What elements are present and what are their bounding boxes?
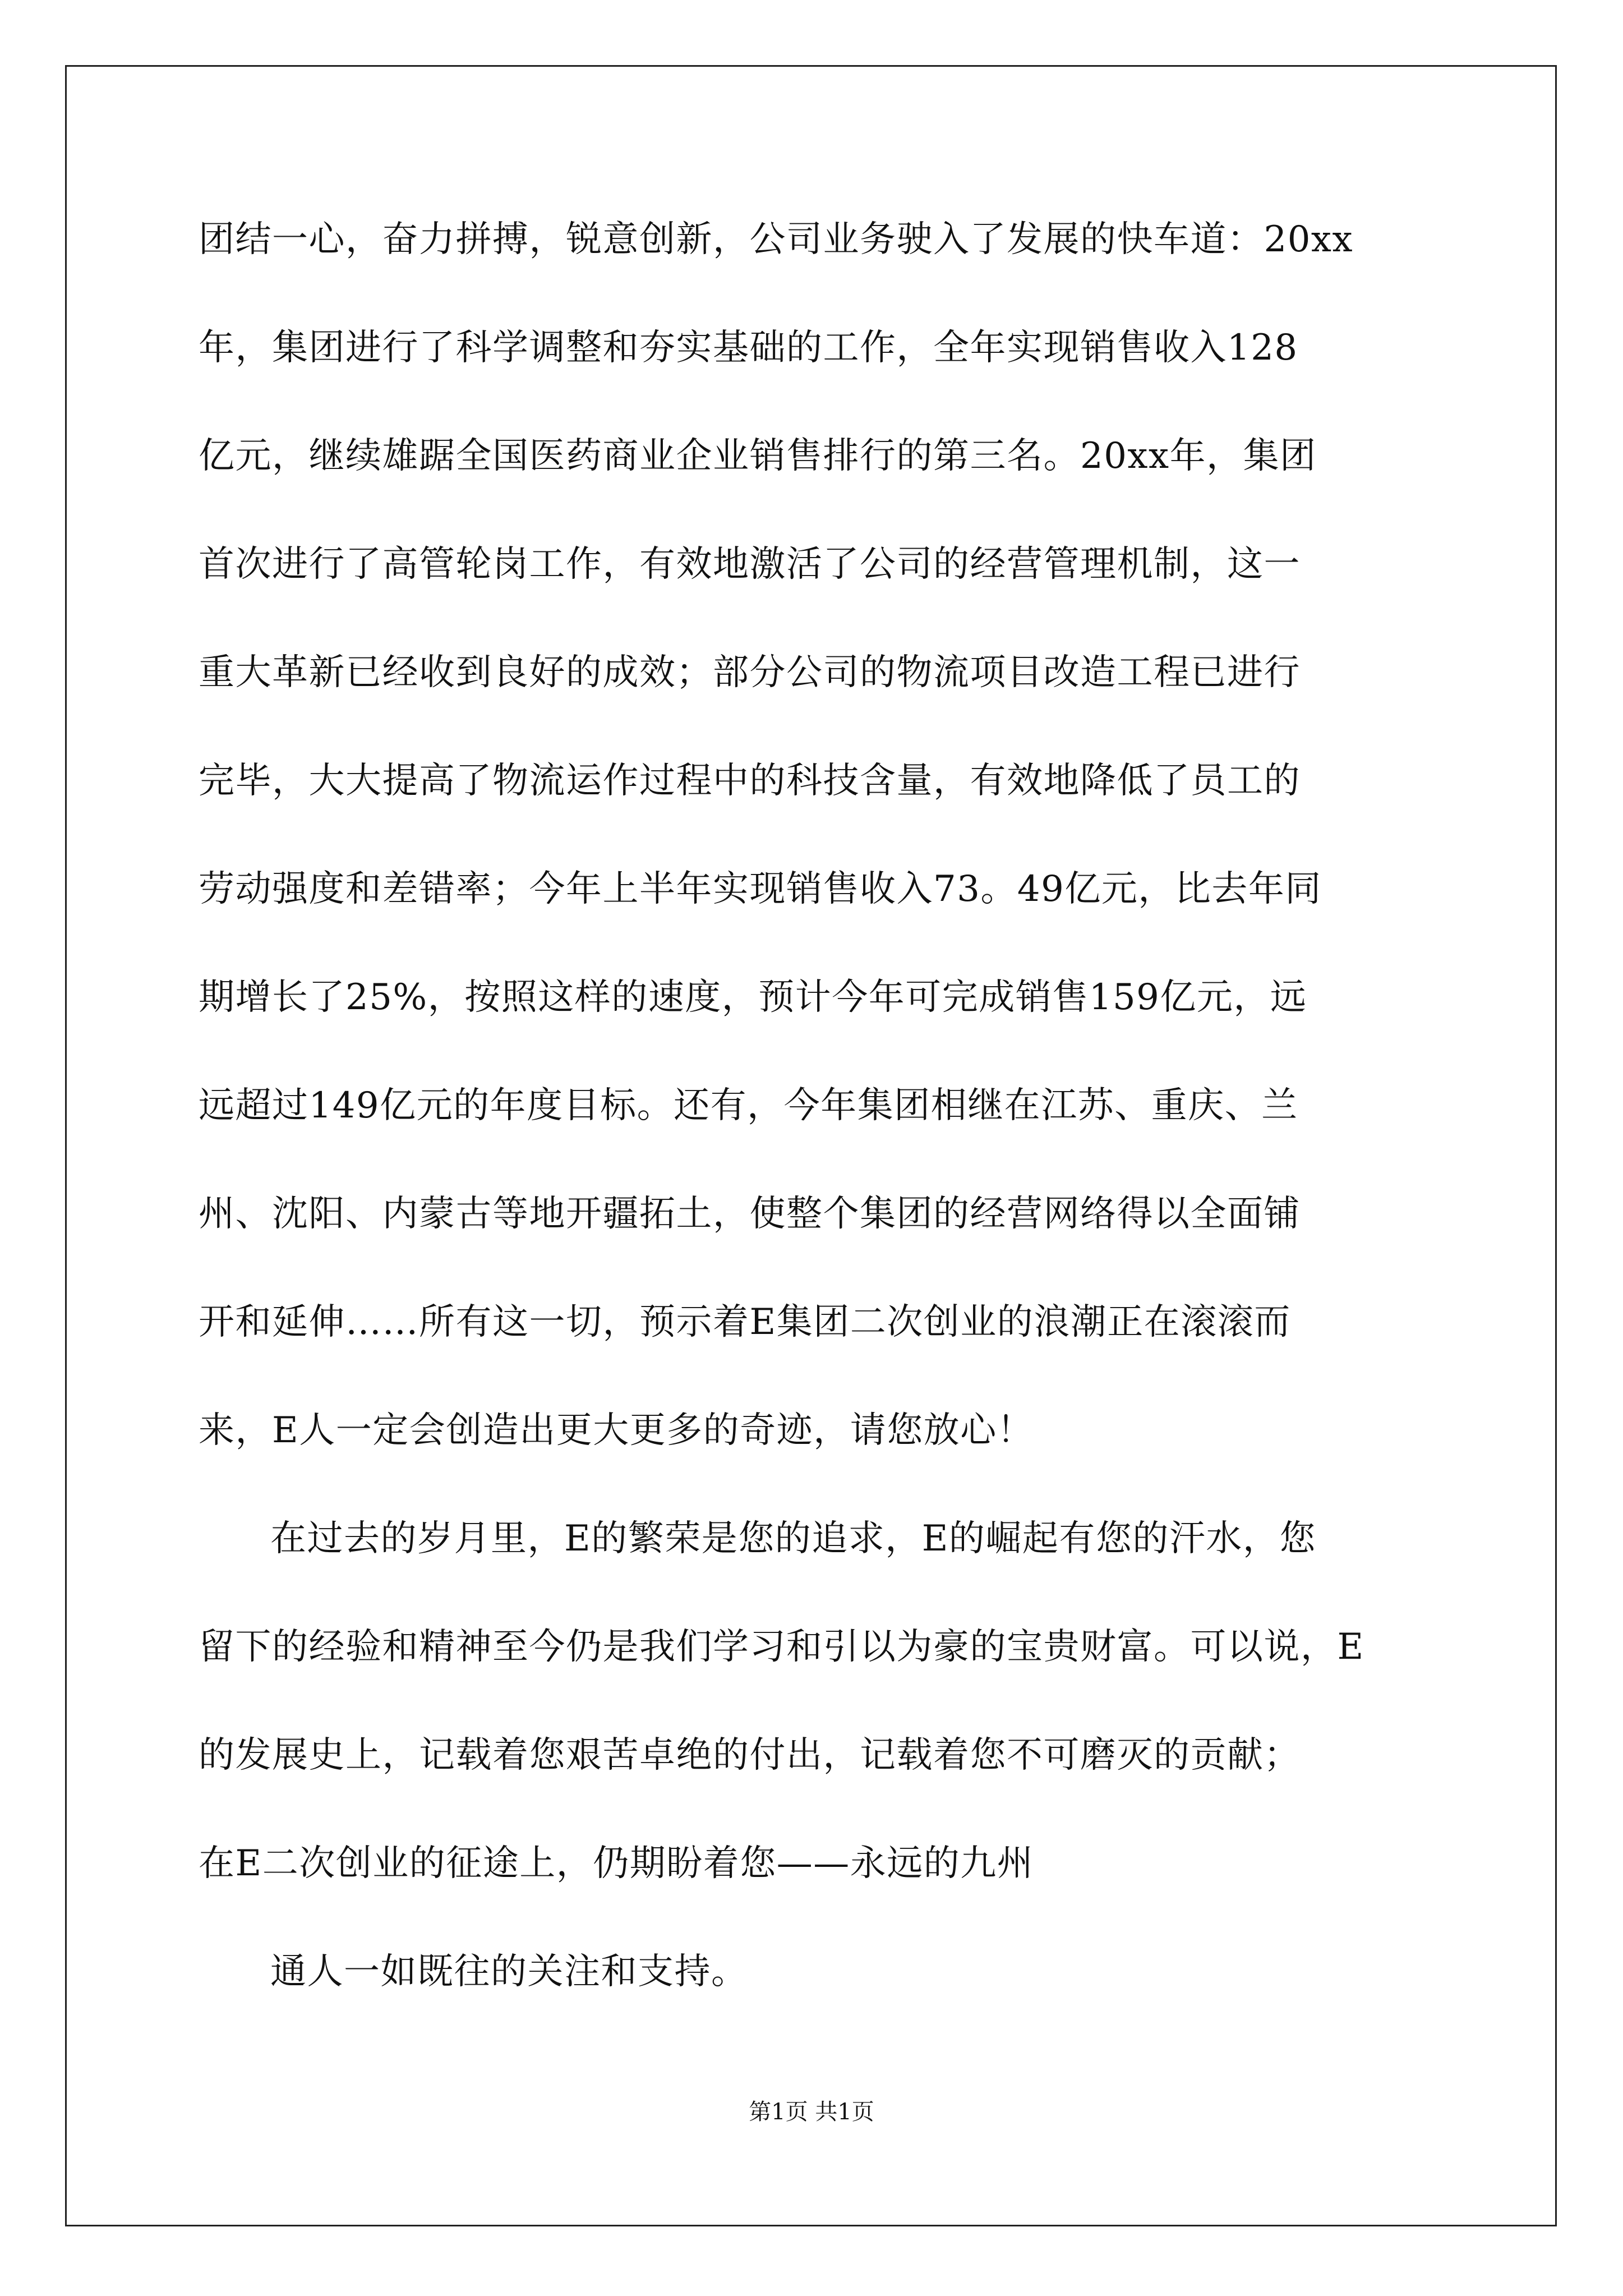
page-number-footer: 第1页 共1页 [749,2099,874,2125]
paragraph-line: 重大革新已经收到良好的成效；部分公司的物流项目改造工程已进行 [199,652,1301,693]
paragraph-line: 通人一如既往的关注和支持。 [270,1951,748,1993]
paragraph-line: 在E二次创业的征途上，仍期盼着您——永远的九州 [199,1843,1034,1884]
paragraph-line: 完毕，大大提高了物流运作过程中的科技含量，有效地降低了员工的 [199,760,1301,802]
paragraph-line: 开和延伸……所有这一切，预示着E集团二次创业的浪潮正在滚滚而 [199,1301,1291,1343]
paragraph-line: 留下的经验和精神至今仍是我们学习和引以为豪的宝贵财富。可以说，E [199,1626,1364,1668]
document-body [199,219,1488,2062]
paragraph-line: 州、沈阳、内蒙古等地开疆拓土，使整个集团的经营网络得以全面铺 [199,1193,1301,1235]
paragraph-line: 年，集团进行了科学调整和夯实基础的工作，全年实现销售收入128 [199,327,1298,369]
paragraph-line: 期增长了25%，按照这样的速度，预计今年可完成销售159亿元，远 [199,977,1307,1018]
paragraph-line: 来，E人一定会创造出更大更多的奇迹，请您放心！ [199,1410,1034,1451]
paragraph-line: 远超过149亿元的年度目标。还有，今年集团相继在江苏、重庆、兰 [199,1085,1298,1126]
paragraph-line: 劳动强度和差错率；今年上半年实现销售收入73。49亿元，比去年同 [199,868,1322,910]
paragraph-line: 亿元，继续雄踞全国医药商业企业销售排行的第三名。20xx年，集团 [199,435,1317,477]
paragraph-line: 在过去的岁月里，E的繁荣是您的追求，E的崛起有您的汗水，您 [270,1518,1316,1559]
paragraph-line: 首次进行了高管轮岗工作，有效地激活了公司的经营管理机制，这一 [199,544,1301,585]
paragraph-line: 团结一心，奋力拼搏，锐意创新，公司业务驶入了发展的快车道：20xx [199,219,1354,260]
paragraph-line: 的发展史上，记载着您艰苦卓绝的付出，记载着您不可磨灭的贡献； [199,1734,1301,1776]
